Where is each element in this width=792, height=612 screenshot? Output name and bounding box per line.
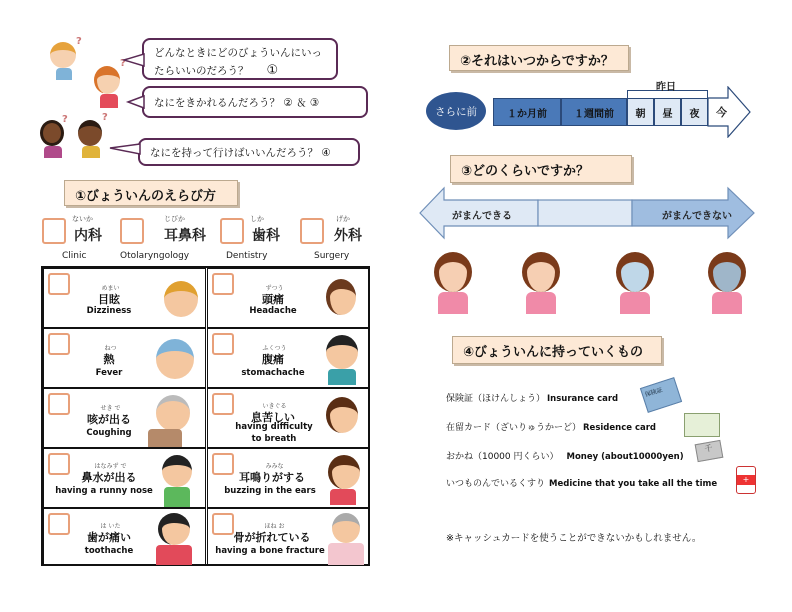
medicine-bottle-icon: + [736,466,756,494]
bring-item-en: Medicine that you take all the time [549,479,718,489]
pain-level-2-face-icon [518,252,564,314]
residence-card-icon [684,413,720,437]
symptom-cell [207,448,370,508]
symptom-ruby: は いた [100,523,121,530]
symptom-jp: 鼻水が出る [81,471,137,484]
headache-person-icon [326,279,356,315]
category-jp: 外科 [334,228,362,244]
timeline-morning: 朝 [627,98,654,126]
coughing-person-icon [156,395,190,431]
symptom-ruby: はなみず で [94,463,127,470]
timeline-night: 夜 [681,98,708,126]
boy-face-icon [50,42,76,68]
pain-level-1-face-icon [430,252,476,314]
symptom-cell [207,328,370,388]
category-en-otolaryngology: Otolaryngology [120,251,190,261]
symptom-jp: 咳が出る [87,413,131,426]
pain-unbearable-label: がまんできない [662,211,732,222]
symptom-cell [43,328,206,388]
dark-girl-body [44,146,62,158]
symptom-jp: 息苦しい [251,411,295,424]
coughing-body [148,429,182,447]
tooth-icon [220,218,244,244]
bubble-1-line2: たらいいのだろう？ [154,65,249,78]
symptom-ruby: ねつ [104,345,117,352]
question-mark-icon: ? [62,114,68,125]
symptom-en: Coughing [86,428,132,438]
symptom-en: buzzing in the ears [224,486,316,496]
boy-body [56,68,72,80]
bring-item-jp: いつものんでいるくすり [446,479,546,489]
section3-title: ③どのくらいですか？ [450,155,632,183]
bring-item-medicine [446,476,717,489]
dark-girl-face-icon [40,120,64,146]
symptom-cell [207,508,370,566]
insurance-card-icon: 保険証 [640,377,682,413]
runny-nose-person-icon [162,455,192,487]
speech-bubble-3 [138,138,360,166]
buzzing-body [330,489,356,505]
category-dentistry [220,216,306,248]
symptom-en: toothache [84,546,134,556]
category-ruby: ないか [72,215,93,223]
symptom-cell [43,508,206,566]
category-en-clinic: Clinic [62,251,87,261]
category-jp: 耳鼻科 [164,228,206,244]
symptom-en: having a bone fracture [215,546,325,556]
symptom-en: stomachache [241,368,305,378]
timeline-month: １か月前 [493,98,561,126]
symptom-ruby: ずつう [265,285,284,292]
timeline-yesterday: 昨日 [656,82,676,93]
symptom-ruby: ほね お [264,523,285,530]
dizzy-person-icon [164,281,198,317]
symptom-jp: 熱 [103,353,115,366]
symptom-jp: 目眩 [98,293,120,306]
symptom-en [212,421,336,446]
bring-item-money [446,449,684,462]
symptom-en-line2: to breath [251,434,297,445]
speech-bubble-1 [142,38,338,80]
symptom-en: Fever [95,368,123,378]
stomachache-body [328,369,356,385]
symptom-en: having a runny nose [55,486,153,496]
symptom-cell [43,388,206,448]
symptom-grid [41,266,370,566]
timeline-today: 今 [716,106,727,119]
symptom-jp: 腹痛 [262,353,284,366]
bring-item-en: Residence card [583,423,657,433]
bubble-tails [80,40,160,160]
category-en-dentistry: Dentistry [226,251,268,261]
category-otolaryngology [120,216,220,248]
bubble-2-text: なにをきかれるんだろう？ ② ＆ ③ [154,97,320,109]
symptom-en: Dizziness [86,306,132,316]
ear-nose-icon [120,218,144,244]
symptom-en: Headache [249,306,297,316]
bring-item-insurance [446,391,618,404]
toothache-person-icon [158,513,190,545]
toothache-body [156,545,192,565]
bubble-1-line1: どんなときにどのびょういんにいっ [154,47,322,59]
category-ruby: しか [250,215,264,223]
symptom-ruby: みみな [265,463,284,470]
runny-nose-body [164,487,190,507]
category-ruby: げか [336,215,350,223]
symptom-jp: 歯が痛い [87,531,131,544]
symptom-cell [43,448,206,508]
category-ruby: じびか [164,215,185,223]
category-surgery [300,216,386,248]
question-mark-icon: ? [102,112,108,123]
breathing-difficulty-person-icon [326,397,358,433]
pain-level-3-face-icon [612,252,658,314]
bring-item-en: Insurance card [547,394,619,404]
clinic-stomach-icon [42,218,66,244]
timeline-week: １週間前 [561,98,627,126]
symptom-cell [43,268,206,328]
bring-item-jp: 在留カード（ざいりゅうかーど） [446,423,582,433]
buzzing-ears-person-icon [328,455,360,489]
bring-item-jp: 保険証（ほけんしょう） [446,394,546,404]
bubble-3-text: なにを持って行けばいいんだろう？ ④ [150,147,331,159]
bubble-1-number: ① [266,63,279,79]
category-jp: 内科 [74,228,102,244]
note-text: ※キャッシュカードを使うことができないかもしれません。 [446,533,702,544]
earlier-button: さらに前 [426,92,486,130]
section4-title: ④びょういんに持っていくもの [452,336,662,364]
bone-fracture-body [328,543,364,565]
fever-person-icon [156,339,194,379]
symptom-jp: 頭痛 [262,293,284,306]
symptom-ruby: めまい [101,285,120,292]
question-mark-icon: ? [76,36,82,47]
category-en-surgery: Surgery [314,251,350,261]
category-jp: 歯科 [252,228,280,244]
symptom-ruby: いきぐる [262,403,287,410]
symptom-jp: 耳鳴りがする [239,471,305,484]
section2-title: ②それはいつからですか？ [449,45,629,71]
question-mark-icon: ? [120,58,126,69]
bandaged-arm-icon [300,218,324,244]
section1-title: ①びょういんのえらび方 [64,180,238,206]
pain-bearable-label: がまんできる [452,211,512,222]
bring-item-residence [446,420,656,433]
timeline-noon: 昼 [654,98,681,126]
symptom-en-line1: having difficulty [235,422,313,432]
money-bill-icon: 千 [695,440,724,462]
symptom-cell [207,388,370,448]
symptom-ruby: ふくつう [262,345,287,352]
bring-item-en: Money (about10000yen) [566,452,684,462]
symptom-jp: 骨が折れている [233,531,311,544]
symptom-cell [207,268,370,328]
pain-level-4-face-icon [704,252,750,314]
timeline-arrow-head [706,86,752,138]
bring-item-jp: おかね（10000 円くらい） [446,452,559,462]
speech-bubble-2 [142,86,368,118]
symptom-ruby: せき で [100,405,121,412]
stomachache-person-icon [326,335,358,369]
category-clinic [42,216,128,248]
bone-fracture-person-icon [332,513,360,543]
